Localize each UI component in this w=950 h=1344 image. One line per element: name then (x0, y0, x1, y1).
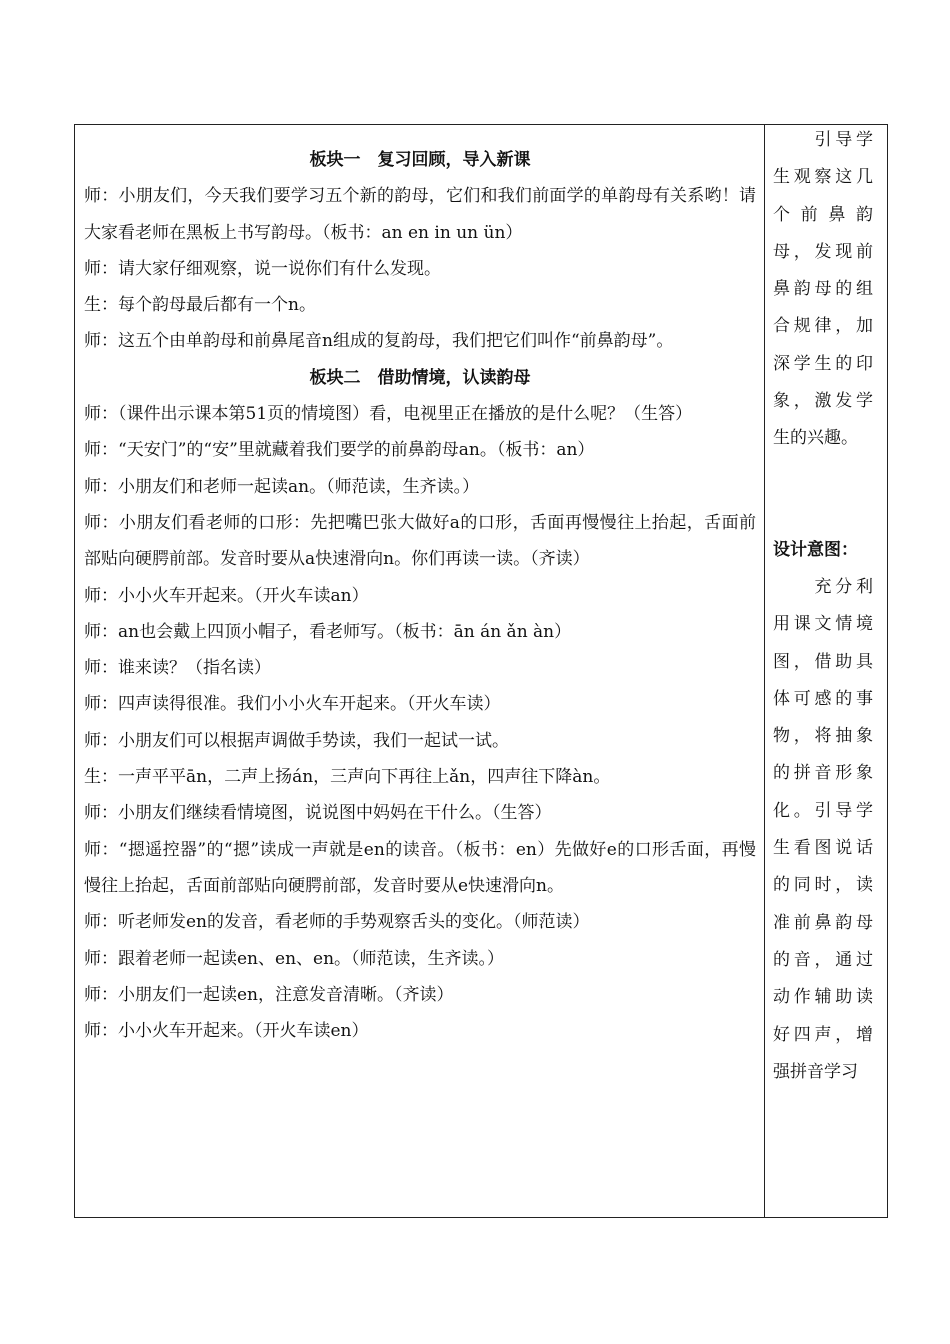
dialogue-line: 师：小朋友们一起读en，注意发音清晰。（齐读） (84, 984, 454, 1005)
design-intent-label: 设计意图： (773, 539, 858, 560)
column-divider (764, 124, 765, 1218)
dialogue-line: 师：这五个由单韵母和前鼻尾音n组成的复韵母，我们把它们叫作“前鼻韵母”。 (84, 331, 674, 352)
dialogue-line: 师：四声读得很准。我们小小火车开起来。（开火车读） (84, 694, 501, 715)
dialogue-line: 师：小朋友们可以根据声调做手势读，我们一起试一试。 (84, 730, 509, 751)
dialogue-line: 师：小朋友们看老师的口形：先把嘴巴张大做好a的口形，舌面再慢慢往上抬起，舌面前部贴向硬腭前部。发音时要从a快速滑向n。你们再读一读。（齐读） (84, 512, 756, 570)
dialogue-line: 师：an也会戴上四顶小帽子，看老师写。（板书：ān án ǎn àn） (84, 621, 572, 642)
section-heading: 板块二 借助情境，认读韵母 (309, 367, 531, 388)
dialogue-line: 师：“天安门”的“安”里就藏着我们要学的前鼻韵母an。（板书：an） (84, 440, 595, 461)
dialogue-line: 师：谁来读？（指名读） (84, 658, 271, 679)
dialogue-line: 师：小朋友们继续看情境图，说说图中妈妈在干什么。（生答） (84, 803, 552, 824)
dialogue-line: 师：听老师发en的发音，看老师的手势观察舌头的变化。（师范读） (84, 912, 590, 933)
dialogue-line: 师：小小火车开起来。（开火车读an） (84, 585, 369, 606)
section-heading: 板块一 复习回顾，导入新课 (309, 150, 531, 170)
dialogue-line: 生：一声平平ān，二声上扬án，三声向下再往上ǎn，四声往下降àn。 (84, 767, 611, 788)
design-notes-column (773, 122, 873, 1091)
dialogue-line: 师：“摁遥控器”的“摁”读成一声就是en的读音。（板书：en）先做好e的口形舌面，再慢慢往上抬起，舌面前部贴向硬腭前部，发音时要从e快速滑向n。 (84, 839, 756, 896)
design-note: 引导学生观察这几个前鼻韵母，发现前鼻韵母的组合规律，加深学生的印象，激发学生的兴趣。 (773, 130, 873, 449)
dialogue-line: 师：小小火车开起来。（开火车读en） (84, 1021, 369, 1042)
lesson-content (84, 142, 756, 1049)
design-note: 充分利用课文情境图，借助具体可感的事物，将抽象的拼音形象化。引导学生看图说话的同时，读准前鼻韵母的音，通过动作辅助读好四声，增强拼音学习 (773, 576, 873, 1082)
dialogue-line: 师：跟着老师一起读en、en、en。（师范读，生齐读。） (84, 948, 505, 969)
dialogue-line: 生：每个韵母最后都有一个n。 (84, 295, 316, 316)
dialogue-line: 师：小朋友们，今天我们要学习五个新的韵母，它们和我们前面学的单韵母有关系哟！请大家看老师在黑板上书写韵母。（板书：an en in un ün） (84, 186, 756, 243)
dialogue-line: 师：请大家仔细观察，说一说你们有什么发现。 (84, 258, 441, 279)
dialogue-line: 师：（课件出示课本第51页的情境图）看，电视里正在播放的是什么呢？（生答） (84, 404, 693, 425)
dialogue-line: 师：小朋友们和老师一起读an。（师范读，生齐读。） (84, 476, 480, 497)
